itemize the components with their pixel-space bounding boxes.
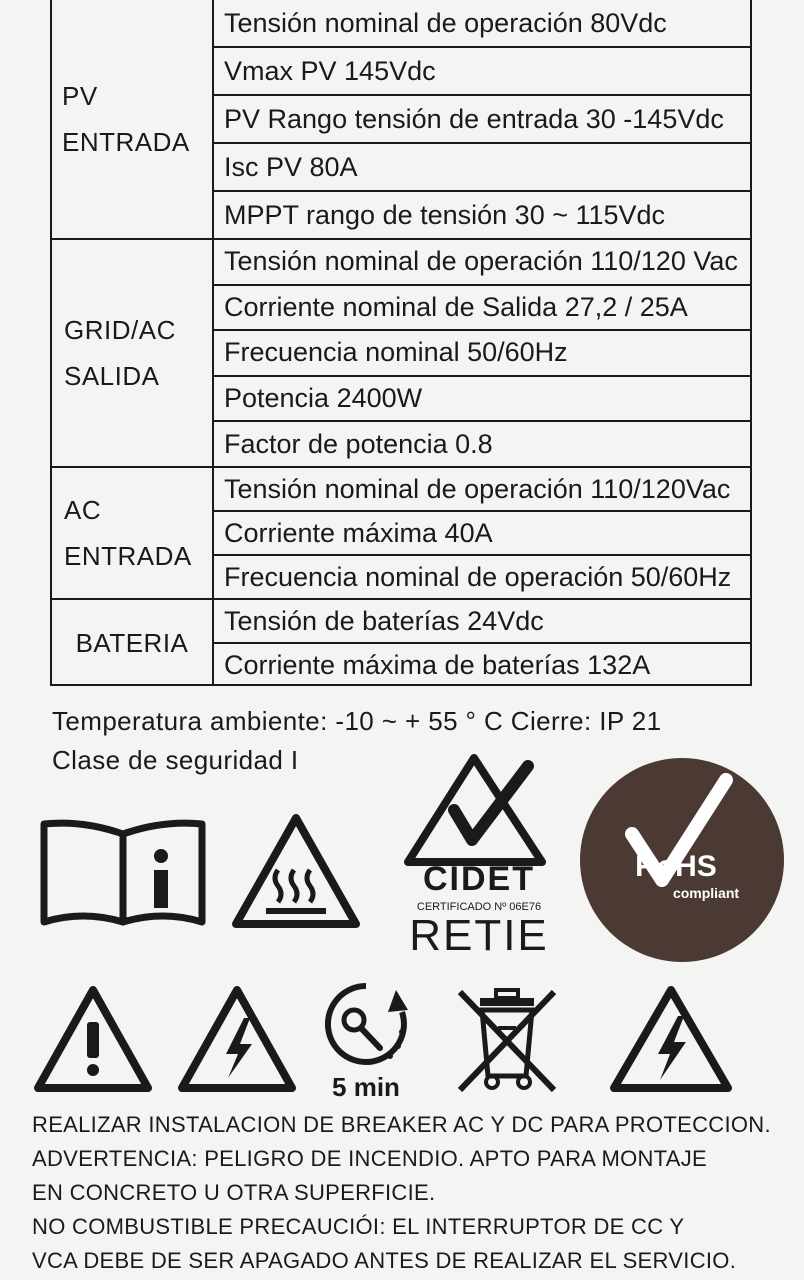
spec-row: Tensión de baterías 24Vdc <box>214 600 750 644</box>
spec-group-ac-entrada <box>52 468 750 600</box>
spec-row: Tensión nominal de operación 80Vdc <box>214 0 750 48</box>
group-label-line: GRID/AC <box>64 315 176 345</box>
warning-line: ADVERTENCIA: PELIGRO DE INCENDIO. APTO PARA MONTAJE <box>32 1146 708 1171</box>
spec-table <box>50 0 752 686</box>
warning-text-block <box>32 1108 792 1278</box>
discharge-timer-icon <box>316 976 416 1104</box>
high-voltage-icon <box>606 982 736 1098</box>
spec-row: Isc PV 80A <box>214 144 750 192</box>
manual-info-icon <box>38 818 208 930</box>
spec-row: Vmax PV 145Vdc <box>214 48 750 96</box>
spec-group-bateria <box>52 600 750 686</box>
hot-surface-warning-icon <box>228 810 364 934</box>
spec-group-grid-ac-salida <box>52 240 750 468</box>
group-label <box>52 0 212 238</box>
rohs-sub-text: compliant <box>672 885 740 901</box>
retie-text: RETIE <box>409 911 549 956</box>
group-label-line: BATERIA <box>75 628 189 658</box>
spec-rows <box>212 600 750 686</box>
group-label <box>52 240 212 466</box>
spec-row: MPPT rango de tensión 30 ~ 115Vdc <box>224 199 666 230</box>
electric-hazard-icon <box>174 982 300 1098</box>
spec-rows <box>212 0 750 238</box>
spec-group-pv-entrada <box>52 0 750 240</box>
spec-row: PV Rango tensión de entrada 30 -145Vdc <box>214 96 750 144</box>
group-label-line: PV <box>62 81 98 111</box>
caution-exclamation-icon <box>30 982 156 1098</box>
rohs-compliant-icon <box>576 754 788 966</box>
cidet-certificate-text: CERTIFICADO Nº 06E76 <box>416 901 542 913</box>
warning-line: REALIZAR INSTALACION DE BREAKER AC Y DC PARA PROTECCION. <box>32 1112 771 1137</box>
spec-rows <box>212 468 750 598</box>
spec-row: Frecuencia nominal 50/60Hz <box>214 331 750 377</box>
rohs-text: RoHS <box>635 850 717 883</box>
ambient-temperature-line: Temperatura ambiente: -10 ~ + 55 ° C Cierre: IP 21 <box>52 706 662 736</box>
crossed-bin-icon <box>452 982 562 1100</box>
group-label-line: ENTRADA <box>62 127 190 157</box>
spec-row: Corriente nominal de Salida 27,2 / 25A <box>214 286 750 332</box>
warning-line: VCA DEBE DE SER APAGADO ANTES DE REALIZAR EL SERVICIO. <box>32 1248 737 1273</box>
spec-row: Tensión nominal de operación 110/120Vac <box>214 468 750 512</box>
spec-row: Potencia 2400W <box>214 377 750 423</box>
warning-line: NO COMBUSTIBLE PRECAUCIÓI: EL INTERRUPTOR DE CC Y <box>32 1214 685 1239</box>
group-label-line: SALIDA <box>64 361 160 391</box>
safety-class-line: Clase de seguridad I <box>52 745 299 775</box>
group-label-line: ENTRADA <box>64 541 192 571</box>
cidet-certification-icon <box>402 750 572 956</box>
spec-row: Corriente máxima de baterías 132A <box>224 649 651 680</box>
warning-line: EN CONCRETO U OTRA SUPERFICIE. <box>32 1180 436 1205</box>
certification-icons <box>0 770 804 1110</box>
group-label-line: AC <box>64 495 102 525</box>
spec-row: Factor de potencia 0.8 <box>224 428 493 459</box>
cidet-text: CIDET <box>423 860 535 898</box>
timer-label: 5 min <box>332 1072 400 1102</box>
spec-rows <box>212 240 750 466</box>
group-label <box>52 600 212 686</box>
group-label <box>52 468 212 598</box>
spec-row: Frecuencia nominal de operación 50/60Hz <box>224 561 732 592</box>
spec-row: Tensión nominal de operación 110/120 Vac <box>214 240 750 286</box>
spec-row: Corriente máxima 40A <box>214 512 750 556</box>
